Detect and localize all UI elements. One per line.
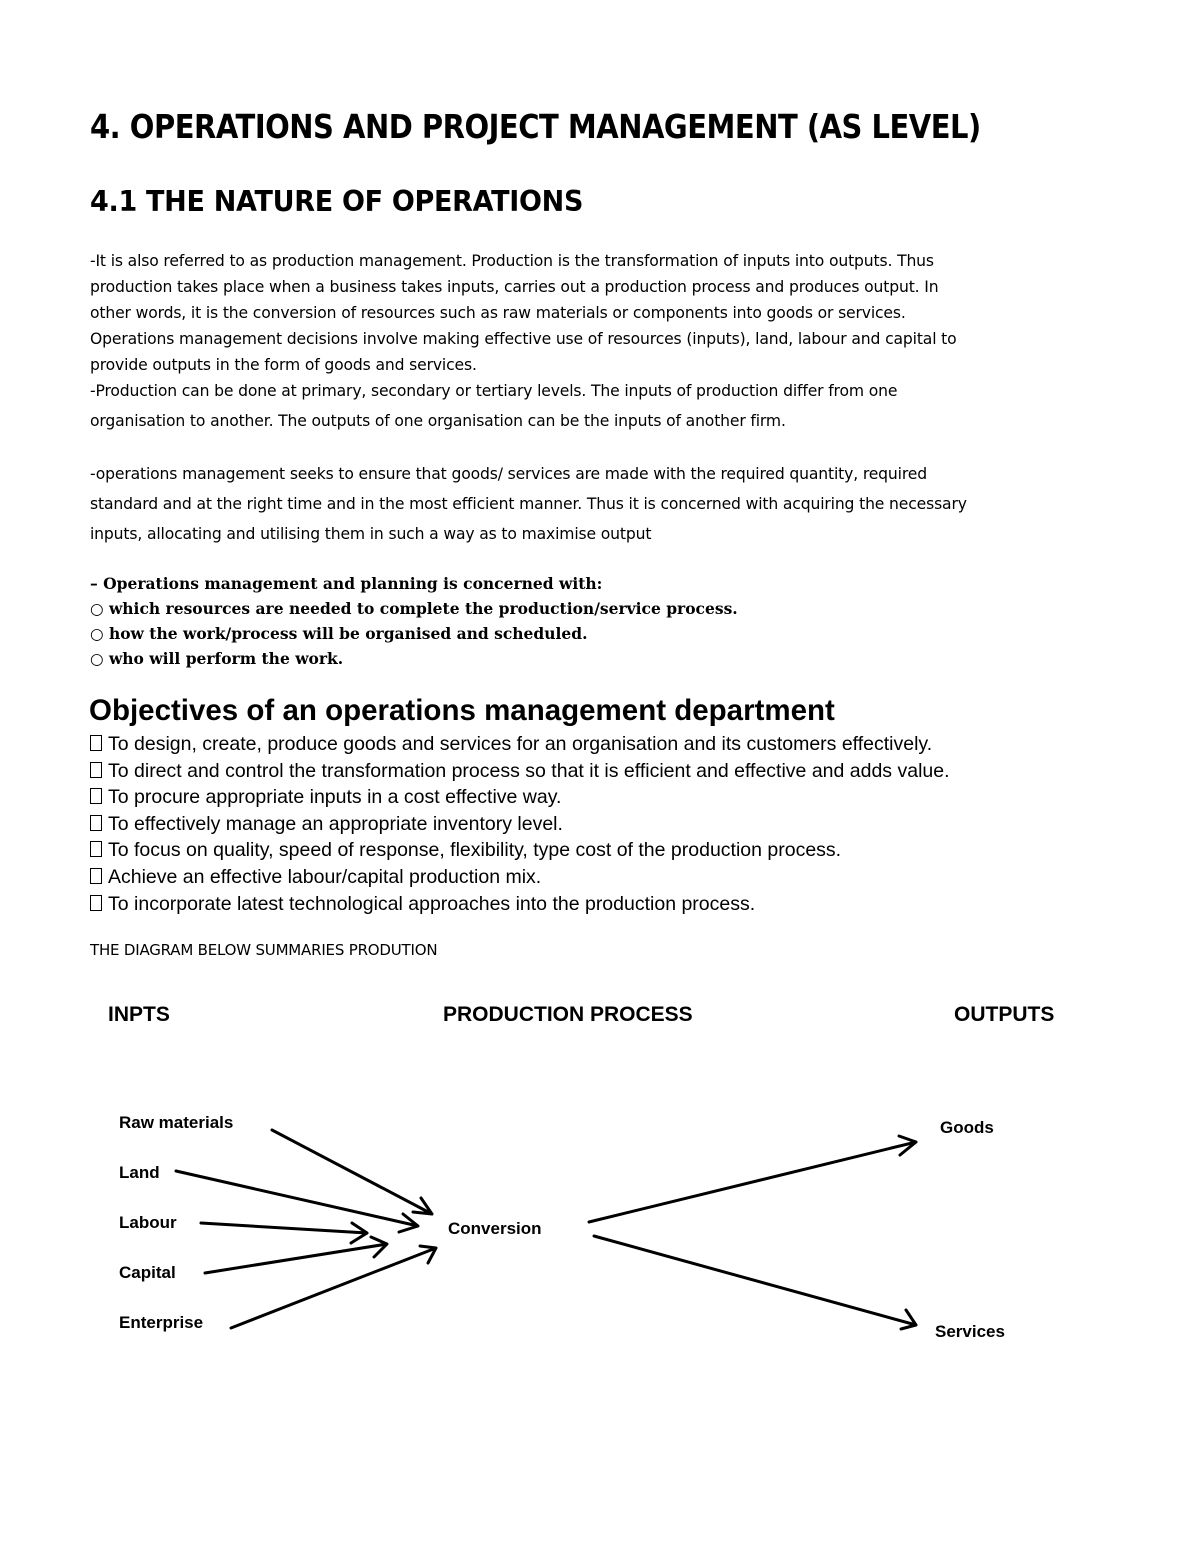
checkbox-square-icon: [90, 815, 102, 831]
input-capital: Capital: [119, 1263, 176, 1282]
chapter-title: 4. OPERATIONS AND PROJECT MANAGEMENT (AS LEVEL): [90, 108, 981, 147]
process-conversion: Conversion: [448, 1219, 542, 1238]
operations-aims-paragraph: [90, 459, 1100, 549]
section-title: 4.1 THE NATURE OF OPERATIONS: [90, 186, 584, 219]
input-enterprise: Enterprise: [119, 1313, 204, 1332]
planning-item: ○ which resources are needed to complete the production/service process.: [90, 599, 738, 618]
aims-line: -operations management seeks to ensure that goods/ services are made with the required quantity, required: [90, 465, 927, 483]
aims-line: standard and at the right time and in the most efficient manner. Thus it is concerned with acquiring the necessary: [90, 495, 967, 513]
arrow-labour: [201, 1223, 367, 1243]
arrow-capital: [205, 1237, 387, 1273]
circle-bullet-icon: ○: [90, 599, 104, 618]
circle-bullet-icon: ○: [90, 649, 104, 668]
output-goods: Goods: [940, 1118, 994, 1137]
arrow-services: [594, 1236, 916, 1329]
checkbox-square-icon: [90, 788, 102, 804]
intro-line: -Production can be done at primary, secondary or tertiary levels. The inputs of production differ from one: [90, 382, 898, 400]
input-raw-materials: Raw materials: [119, 1113, 234, 1132]
intro-line: provide outputs in the form of goods and services.: [90, 356, 477, 374]
planning-lead: – Operations management and planning is concerned with:: [90, 574, 603, 593]
intro-line: organisation to another. The outputs of one organisation can be the inputs of another firm.: [90, 412, 786, 430]
objective-item: To focus on quality, speed of response, flexibility, type cost of the production process.: [90, 837, 950, 864]
arrow-land: [176, 1171, 418, 1232]
objective-item: To incorporate latest technological approaches into the production process.: [90, 891, 950, 918]
intro-line: -It is also referred to as production management. Production is the transformation of inputs into outputs. Thus: [90, 252, 934, 270]
objectives-heading: Objectives of an operations management department: [89, 694, 835, 727]
checkbox-square-icon: [90, 841, 102, 857]
planning-block: [90, 571, 738, 671]
planning-item: ○ how the work/process will be organised and scheduled.: [90, 624, 588, 643]
input-labour: Labour: [119, 1213, 177, 1232]
arrow-enterprise: [231, 1246, 436, 1328]
objective-item: To direct and control the transformation process so that it is efficient and effective and adds value.: [90, 758, 950, 785]
arrow-raw-materials: [272, 1130, 432, 1214]
output-services: Services: [935, 1322, 1005, 1341]
objective-item: To procure appropriate inputs in a cost effective way.: [90, 784, 950, 811]
checkbox-square-icon: [90, 868, 102, 884]
checkbox-square-icon: [90, 762, 102, 778]
intro-line: production takes place when a business takes inputs, carries out a production process and produces output. In: [90, 278, 939, 296]
objective-item: Achieve an effective labour/capital production mix.: [90, 864, 950, 891]
diagram-caption: THE DIAGRAM BELOW SUMMARIES PRODUTION: [90, 941, 438, 959]
objectives-list: [90, 731, 950, 917]
input-land: Land: [119, 1163, 160, 1182]
process-column-heading: PRODUCTION PROCESS: [443, 1003, 693, 1026]
planning-item: ○ who will perform the work.: [90, 649, 344, 668]
checkbox-square-icon: [90, 735, 102, 751]
intro-line: other words, it is the conversion of resources such as raw materials or components into goods or services.: [90, 304, 906, 322]
arrow-goods: [589, 1136, 916, 1222]
inputs-column-heading: INPTS: [108, 1003, 170, 1026]
intro-paragraph: [90, 248, 1100, 434]
circle-bullet-icon: ○: [90, 624, 104, 643]
checkbox-square-icon: [90, 895, 102, 911]
objective-item: To design, create, produce goods and services for an organisation and its customers effectively.: [90, 731, 950, 758]
aims-line: inputs, allocating and utilising them in such a way as to maximise output: [90, 525, 652, 543]
intro-line: Operations management decisions involve making effective use of resources (inputs), land, labour and capital to: [90, 330, 957, 348]
outputs-column-heading: OUTPUTS: [954, 1003, 1055, 1026]
objective-item: To effectively manage an appropriate inventory level.: [90, 811, 950, 838]
